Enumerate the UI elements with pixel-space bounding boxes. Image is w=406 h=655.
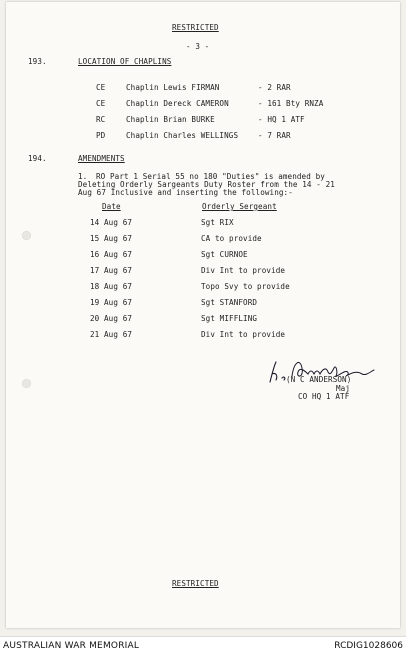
roster-date: 16 Aug 67 bbox=[90, 250, 133, 259]
roster-sergeant: Sgt MIFFLING bbox=[201, 314, 258, 323]
section-number: 193. bbox=[28, 57, 47, 66]
paragraph-line: RO Part 1 Serial 55 no 180 "Duties" is amended by bbox=[96, 172, 325, 181]
denomination: CE bbox=[96, 83, 106, 92]
denomination: RC bbox=[96, 115, 106, 124]
roster-sergeant: Sgt CURNOE bbox=[201, 250, 248, 259]
column-header-date: Date bbox=[102, 202, 121, 211]
roster-sergeant: Div Int to provide bbox=[201, 330, 286, 339]
denomination: PD bbox=[96, 131, 106, 140]
roster-sergeant: Div Int to provide bbox=[201, 266, 286, 275]
roster-date: 15 Aug 67 bbox=[90, 234, 133, 243]
punch-hole bbox=[22, 231, 31, 240]
page-number: - 3 - bbox=[186, 42, 210, 51]
roster-date: 17 Aug 67 bbox=[90, 266, 133, 275]
institution-name: AUSTRALIAN WAR MEMORIAL bbox=[3, 641, 140, 651]
archive-reference: RCDIG1028606 bbox=[334, 641, 403, 651]
roster-sergeant: Sgt STANFORD bbox=[201, 298, 258, 307]
signatory-name: (N C ANDERSON) bbox=[286, 375, 352, 384]
signatory-rank: Maj bbox=[336, 384, 351, 393]
chaplain-unit: - 2 RAR bbox=[258, 83, 291, 92]
section-number: 194. bbox=[28, 154, 47, 163]
chaplain-name: Chaplin Charles WELLINGS bbox=[126, 131, 239, 140]
punch-hole bbox=[22, 379, 31, 388]
roster-date: 14 Aug 67 bbox=[90, 218, 133, 227]
classification-footer: RESTRICTED bbox=[172, 579, 219, 588]
chaplain-unit: - 7 RAR bbox=[258, 131, 291, 140]
chaplain-name: Chaplin Dereck CAMERON bbox=[126, 99, 229, 108]
section-title: AMENDMENTS bbox=[78, 154, 125, 163]
roster-date: 18 Aug 67 bbox=[90, 282, 133, 291]
paragraph-number: 1. bbox=[78, 172, 88, 181]
classification-header: RESTRICTED bbox=[172, 23, 219, 32]
document-page bbox=[6, 2, 400, 628]
roster-date: 21 Aug 67 bbox=[90, 330, 133, 339]
column-header-sergeant: Orderly Sergeant bbox=[202, 202, 277, 211]
chaplain-unit: - HQ 1 ATF bbox=[258, 115, 305, 124]
roster-sergeant: CA to provide bbox=[201, 234, 262, 243]
denomination: CE bbox=[96, 99, 106, 108]
roster-date: 19 Aug 67 bbox=[90, 298, 133, 307]
archive-footer bbox=[0, 636, 406, 655]
chaplain-name: Chaplin Lewis FIRMAN bbox=[126, 83, 220, 92]
signatory-appointment: CO HQ 1 ATF bbox=[298, 392, 350, 401]
roster-sergeant: Sgt RIX bbox=[201, 218, 234, 227]
paragraph-line: Deleting Orderly Sargeants Duty Roster from the 14 - 21 bbox=[78, 180, 335, 189]
roster-sergeant: Topo Svy to provide bbox=[201, 282, 290, 291]
paragraph-line: Aug 67 Inclusive and inserting the following:- bbox=[78, 188, 293, 197]
chaplain-unit: - 161 Bty RNZA bbox=[258, 99, 324, 108]
section-title: LOCATION OF CHAPLINS bbox=[78, 57, 172, 66]
roster-date: 20 Aug 67 bbox=[90, 314, 133, 323]
chaplain-name: Chaplin Brian BURKE bbox=[126, 115, 215, 124]
